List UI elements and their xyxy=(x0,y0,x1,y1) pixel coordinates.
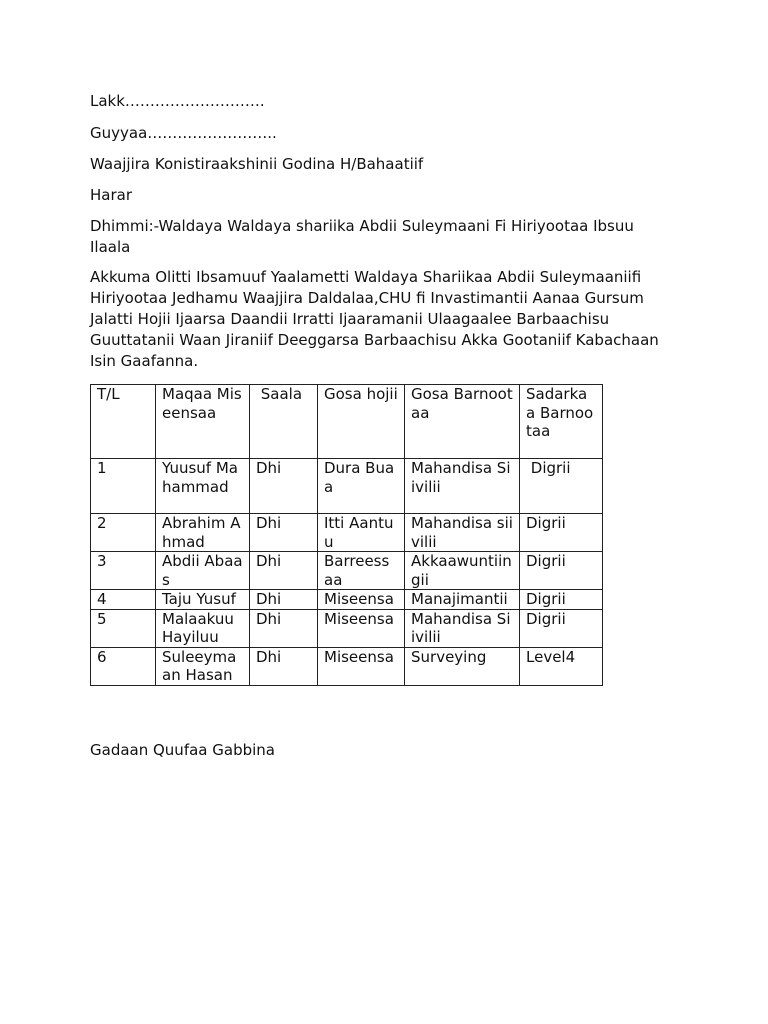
table-cell: Mahandisa Siivilii xyxy=(405,609,520,647)
reference-number-line: Lakk………………………. xyxy=(90,92,265,110)
table-cell: Taju Yusuf xyxy=(156,590,250,610)
table-header-cell: T/L xyxy=(91,385,156,459)
table-cell: Barreessaa xyxy=(318,552,405,590)
table-row xyxy=(91,552,603,590)
table-cell: Manajimantii xyxy=(405,590,520,610)
table-cell: Digrii xyxy=(520,514,603,552)
body-paragraph: Akkuma Olitti Ibsamuuf Yaalametti Waldaya Shariikaa Abdii Suleymaaniifi Hiriyootaa Jedhamu Waajjira Daldalaa,CHU fi Invastimantii Aanaa Gursum Jalatti Hojii Ijaarsa Daandii Irratti Ijaaramanii Ulaagaalee Barbaachisu Guuttatanii Waan Jiraniif Deeggarsa Barbaachisu Akka Gootaniif Kabachaan Isin Gaafanna. xyxy=(90,268,659,370)
table-cell: Mahandisa Siivilii xyxy=(405,459,520,514)
table-cell: Yuusuf Mahammad xyxy=(156,459,250,514)
table-cell: Dura Buaa xyxy=(318,459,405,514)
date-line: Guyyaa…………………….. xyxy=(90,124,277,142)
table-header-cell: Sadarkaa Barnootaa xyxy=(520,385,603,459)
table-cell: Suleeymaan Hasan xyxy=(156,647,250,685)
table-cell: Itti Aantuu xyxy=(318,514,405,552)
table-cell: Digrii xyxy=(520,590,603,610)
table-header-cell: Gosa Barnootaa xyxy=(405,385,520,459)
table-cell: 4 xyxy=(91,590,156,610)
table-row xyxy=(91,459,603,514)
table-cell: Dhi xyxy=(250,552,318,590)
city-line: Harar xyxy=(90,186,132,204)
table-cell: Miseensa xyxy=(318,647,405,685)
table-cell: Abrahim Ahmad xyxy=(156,514,250,552)
members-table xyxy=(90,384,603,686)
table-cell: 3 xyxy=(91,552,156,590)
table-cell: Dhi xyxy=(250,590,318,610)
closing-line: Gadaan Quufaa Gabbina xyxy=(90,741,275,759)
table-cell: Dhi xyxy=(250,647,318,685)
table-cell: Digrii xyxy=(520,459,603,514)
table-row xyxy=(91,590,603,610)
table-cell: Digrii xyxy=(520,609,603,647)
table-row xyxy=(91,647,603,685)
table-cell: Digrii xyxy=(520,552,603,590)
table-cell: Abdii Abaas xyxy=(156,552,250,590)
table-row xyxy=(91,514,603,552)
table-cell: Malaakuu Hayiluu xyxy=(156,609,250,647)
table-cell: Surveying xyxy=(405,647,520,685)
table-cell: Dhi xyxy=(250,514,318,552)
table-cell: Dhi xyxy=(250,609,318,647)
members-table-body xyxy=(91,385,603,686)
table-cell: Mahandisa siivilii xyxy=(405,514,520,552)
table-header-cell: Saala xyxy=(250,385,318,459)
table-cell: Level4 xyxy=(520,647,603,685)
table-header-cell: Maqaa Miseensaa xyxy=(156,385,250,459)
table-row xyxy=(91,609,603,647)
subject-line: Dhimmi:-Waldaya Waldaya shariika Abdii Suleymaani Fi Hiriyootaa Ibsuu Ilaala xyxy=(90,217,634,256)
table-cell: Akkaawuntiingii xyxy=(405,552,520,590)
table-cell: 2 xyxy=(91,514,156,552)
table-cell: Miseensa xyxy=(318,609,405,647)
table-header-cell: Gosa hojii xyxy=(318,385,405,459)
table-cell: 1 xyxy=(91,459,156,514)
recipient-line: Waajjira Konistiraakshinii Godina H/Bahaatiif xyxy=(90,155,424,173)
table-cell: 5 xyxy=(91,609,156,647)
table-cell: Miseensa xyxy=(318,590,405,610)
table-header-row xyxy=(91,385,603,459)
table-cell: Dhi xyxy=(250,459,318,514)
table-cell: 6 xyxy=(91,647,156,685)
